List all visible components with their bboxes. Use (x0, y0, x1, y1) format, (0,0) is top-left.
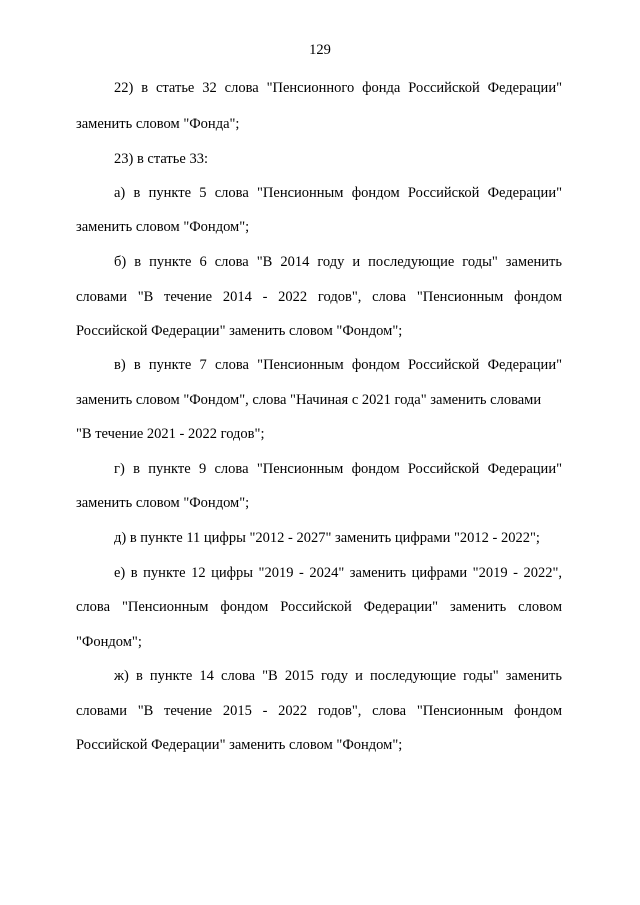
text-line: заменить словом "Фондом", слова "Начиная с 2021 года" заменить словами (76, 392, 542, 408)
page-number: 129 (309, 42, 331, 58)
text-line: 22) в статье 32 слова "Пенсионного фонда Российской Федерации" (114, 80, 562, 96)
text-line: слова "Пенсионным фондом Российской Федерации" заменить словом (76, 599, 562, 615)
text-line: е) в пункте 12 цифры "2019 - 2024" заменить цифрами "2019 - 2022", (114, 565, 562, 581)
text-line: заменить словом "Фонда"; (76, 116, 240, 132)
text-line: б) в пункте 6 слова "В 2014 году и последующие годы" заменить (114, 254, 562, 270)
text-line: 23) в статье 33: (114, 151, 208, 167)
text-line: заменить словом "Фондом"; (76, 219, 250, 235)
text-line: заменить словом "Фондом"; (76, 495, 250, 511)
text-line: г) в пункте 9 слова "Пенсионным фондом Российской Федерации" (114, 461, 562, 477)
text-line: словами "В течение 2014 - 2022 годов", слова "Пенсионным фондом (76, 289, 562, 305)
text-line: "Фондом"; (76, 634, 142, 650)
text-line: а) в пункте 5 слова "Пенсионным фондом Российской Федерации" (114, 185, 562, 201)
text-line: Российской Федерации" заменить словом "Фондом"; (76, 737, 403, 753)
text-line: д) в пункте 11 цифры "2012 - 2027" заменить цифрами "2012 - 2022"; (114, 530, 540, 546)
text-line: "В течение 2021 - 2022 годов"; (76, 426, 265, 442)
text-line: ж) в пункте 14 слова "В 2015 году и последующие годы" заменить (114, 668, 562, 684)
text-line: словами "В течение 2015 - 2022 годов", слова "Пенсионным фондом (76, 703, 562, 719)
text-line: в) в пункте 7 слова "Пенсионным фондом Российской Федерации" (114, 357, 562, 373)
text-line: Российской Федерации" заменить словом "Фондом"; (76, 323, 403, 339)
